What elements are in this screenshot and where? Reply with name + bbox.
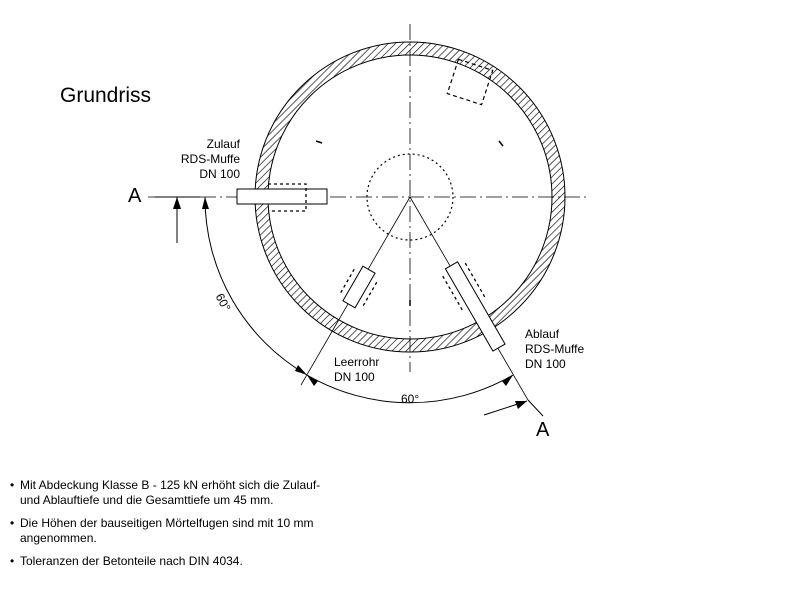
section-label-a-right: A	[536, 419, 550, 441]
marker-points	[316, 141, 503, 306]
inlet-pipe	[237, 184, 327, 211]
outlet-label-line2: RDS-Muffe	[525, 342, 585, 356]
outlet-label	[525, 327, 584, 372]
empty-pipe-label-line1: Leerrohr	[334, 355, 380, 369]
section-a-left-arrow	[155, 197, 200, 243]
empty-pipe-label	[334, 355, 379, 385]
note-item: • Mit Abdeckung Klasse B - 125 kN erhöht sich die Zulauf- und Ablauftiefe und die Gesamttiefe um 45 mm.	[10, 478, 330, 508]
empty-pipe	[338, 263, 381, 311]
inlet-label	[160, 137, 240, 182]
inlet-label-line1: Zulauf	[206, 137, 240, 151]
notes-list	[10, 478, 330, 577]
inlet-label-line3: DN 100	[199, 167, 240, 181]
note-item: • Die Höhen der bauseitigen Mörtelfugen sind mit 10 mm angenommen.	[10, 516, 330, 546]
empty-pipe-label-line2: DN 100	[334, 370, 375, 384]
plan-title: Grundriss	[60, 84, 152, 107]
angle-label-bottom: 60°	[401, 392, 420, 406]
section-label-a-left: A	[128, 185, 142, 207]
inlet-label-line2: RDS-Muffe	[180, 152, 240, 166]
angle-label-left: 60°	[212, 291, 234, 314]
outlet-label-line1: Ablauf	[525, 327, 560, 341]
note-item: • Toleranzen der Betonteile nach DIN 4034.	[10, 554, 330, 569]
outlet-label-line3: DN 100	[525, 357, 566, 371]
section-a-right-arrow	[484, 400, 543, 416]
